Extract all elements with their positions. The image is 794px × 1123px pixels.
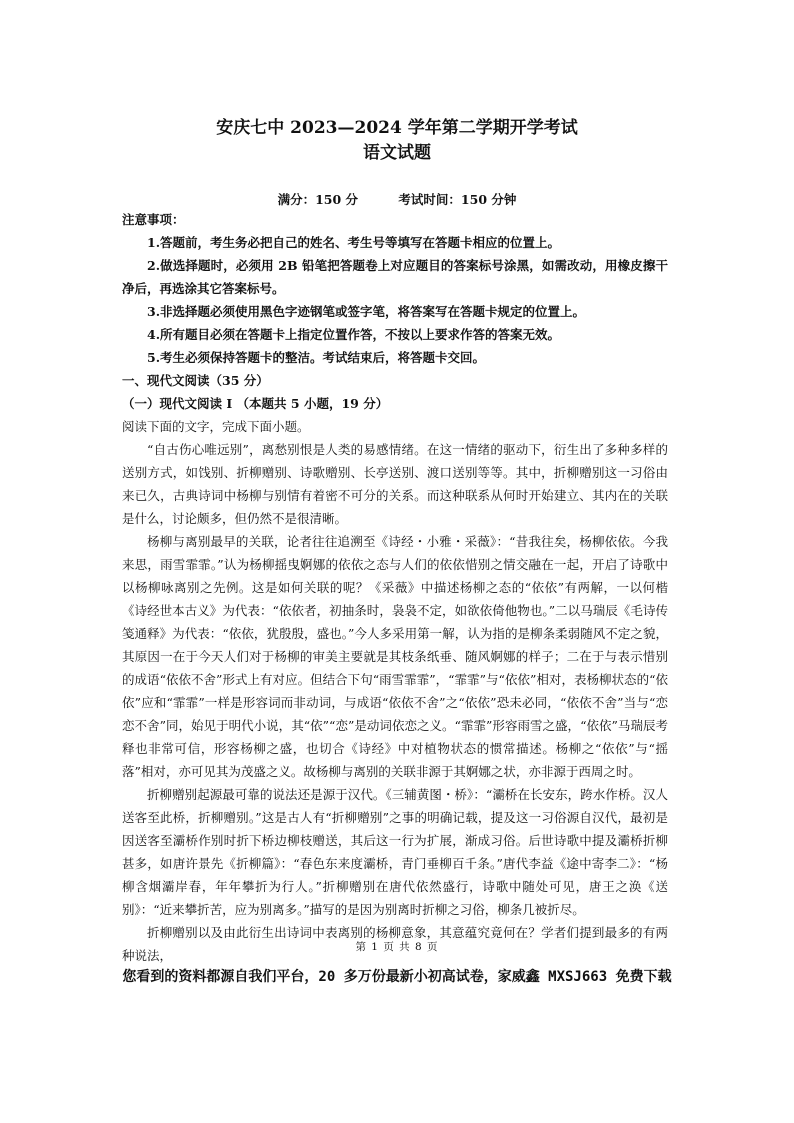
exam-content [122,208,668,967]
page-number: 第 1 页 共 8 页 [355,941,439,953]
passage-paragraph: 折柳赠别起源最可靠的说法还是源于汉代。《三辅黄图・桥》：“灞桥在长安东，跨水作桥。汉人送客至此桥，折柳赠别。”这是古人有“折柳赠别”之事的明确记载，提及这一习俗源自汉代，最初是因送客至灞桥作别时折下桥边柳枝赠送，其后这一行为扩展，渐成习俗。后世诗歌中提及灞桥折柳甚多，如唐许景先《折柳篇》：“春色东来度灞桥，青门垂柳百千条。”唐代李益《途中寄李二》：“杨柳含烟灞岸春，年年攀折为行人。”折柳赠别在唐代依然盛行，诗歌中随处可见，唐王之涣《送别》：“近来攀折苦，应为别离多。”描写的是因为别离时折柳之习俗，柳条几被折尽。 [122,787,668,917]
footer-advert: 您看到的资料都源自我们平台，20 多万份最新小初高试卷，家威鑫 MXSJ663 免费下载 [122,969,672,985]
notice-item: 3.非选择题必须使用黑色字迹钢笔或签字笔，将答案写在答题卡规定的位置上。 [147,304,586,319]
passage-paragraph: 杨柳与离别最早的关联，论者往往追溯至《诗经・小雅・采薇》：“昔我往矣，杨柳依依。今我来思，雨雪霏霏。”认为杨柳摇曳婀娜的依依之态与人们的依依惜别之情交融在一起，开启了诗歌中以杨柳咏离别之先例。这是如何关联的呢？《采薇》中描述杨柳之态的“依依”有两解，一以何楷《诗经世本古义》为代表：“依依者，初抽条时，袅袅不定，如欲依倚他物也。”二以马瑞辰《毛诗传笺通释》为代表：“依依，犹殷殷，盛也。”今人多采用第一解，认为指的是柳条柔弱随风不定之貌，其原因一在于今天人们对于杨柳的审美主要就是其枝条纸垂、随风婀娜的样子；二在于与表示惜别的成语“依依不舍”形式上有对应。但结合下句“雨雪霏霏”，“霏霏”与“依依”相对，表杨柳状态的“依依”应和“霏霏”一样是形容词而非动词，与成语“依依不舍”之“依依”恐未必同，“依依不舍”当与“恋恋不舍”同，始见于明代小说，其“依”“恋”是动词依恋之义。“霏霏”形容雨雪之盛，“依依”马瑞辰考释也非常可信，形容杨柳之盛，也切合《诗经》中对植物状态的惯常描述。杨柳之“依依”与“摇落”相对，亦可见其为茂盛之义。故杨柳与离别的关联非源于其婀娜之状，亦非源于西周之时。 [122,534,668,779]
passage-paragraph: “自古伤心唯远别”，离愁别恨是人类的易感情绪。在这一情绪的驱动下，衍生出了多种多样的送别方式，如饯别、折柳赠别、诗歌赠别、长亭送别、渡口送别等等。其中，折柳赠别这一习俗由来已久，古典诗词中杨柳与别情有着密不可分的关系。而这种联系从何时开始建立、其内在的关联是什么，讨论颇多，但仍然不是很清晰。 [122,442,668,526]
notice-heading: 注意事项： [122,212,185,227]
notice-item: 5.考生必须保持答题卡的整洁。考试结束后，将答题卡交回。 [147,350,486,365]
exam-score: 满分：150 分 [277,192,359,207]
passage-paragraph: 折柳赠别以及由此衍生出诗词中表离别的杨柳意象，其意蕴究竟何在？学者们提到最多的有两种说法， [122,925,668,963]
exam-title: 安庆七中 2023—2024 学年第二学期开学考试 [216,118,578,138]
notice-item: 4.所有题目必须在答题卡上指定位置作答，不按以上要求作答的答案无效。 [147,327,561,342]
exam-time: 考试时间：150 分钟 [398,192,517,207]
subsection-heading: （一）现代文阅读 I （本题共 5 小题，19 分） [122,396,389,411]
reading-instruction: 阅读下面的文字，完成下面小题。 [122,419,310,434]
notice-item: 1.答题前，考生务必把自己的姓名、考生号等填写在答题卡相应的位置上。 [147,235,561,250]
exam-subtitle: 语文试题 [363,143,431,163]
section-heading: 一、现代文阅读（35 分） [122,373,269,388]
notice-item: 2.做选择题时，必须用 2B 铅笔把答题卷上对应题目的答案标号涂黑，如需改动，用橡皮擦干净后，再选涂其它答案标号。 [122,258,668,296]
